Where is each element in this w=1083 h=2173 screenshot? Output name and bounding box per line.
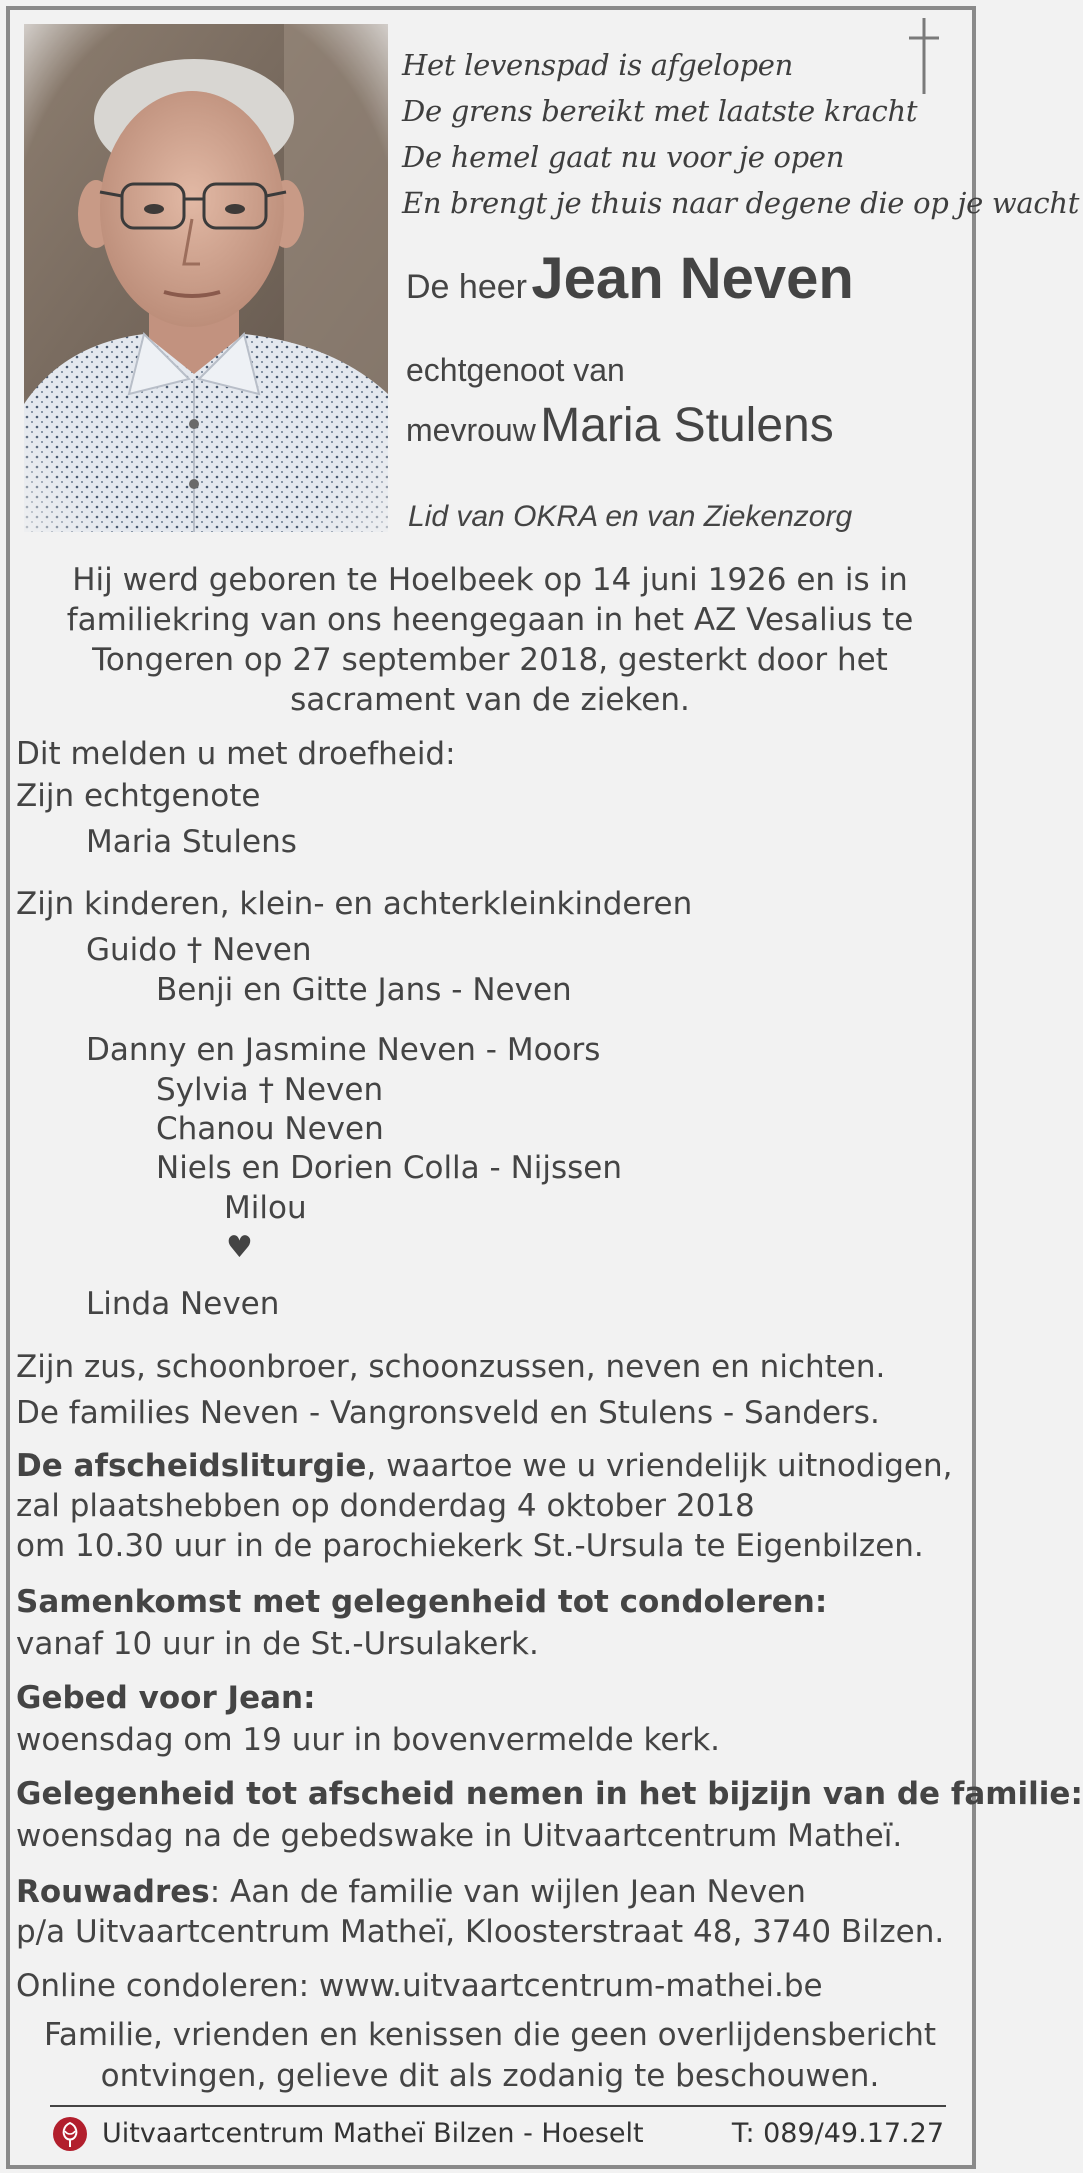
farewell-text: woensdag na de gebedswake in Uitvaartcentrum Matheï.: [16, 1818, 903, 1854]
spouse-label: echtgenoot van: [406, 352, 625, 388]
intro-line: sacrament van de zieken.: [290, 682, 690, 718]
farewell-label: [16, 1776, 1083, 1812]
prayer-label-text: Gebed voor Jean:: [16, 1680, 316, 1716]
funeral-home-phone: T: 089/49.17.27: [731, 2118, 944, 2149]
spouse-name: Maria Stulens: [540, 399, 834, 452]
grandchild-entry: Sylvia † Neven: [156, 1072, 384, 1108]
spouse-name-line: [406, 398, 834, 453]
grandchild-entry: Benji en Gitte Jans - Neven: [156, 972, 572, 1008]
deceased-name: Jean Neven: [531, 246, 854, 311]
intro-line: Tongeren op 27 september 2018, gesterkt door het: [92, 642, 888, 678]
deceased-title: De heer: [406, 268, 527, 306]
prayer-text: woensdag om 19 uur in bovenvermelde kerk.: [16, 1722, 721, 1758]
poem-line: De grens bereikt met laatste kracht: [402, 94, 918, 128]
portrait-photo: [24, 24, 388, 532]
gathering-text: vanaf 10 uur in de St.-Ursulakerk.: [16, 1626, 539, 1662]
address-label: Rouwadres: [16, 1874, 210, 1910]
intro-line: Hij werd geboren te Hoelbeek op 14 juni 1926 en is in: [72, 562, 908, 598]
footer: [52, 2112, 952, 2156]
relatives-line: Zijn zus, schoonbroer, schoonzussen, neven en nichten.: [16, 1349, 886, 1385]
grandchild-entry: Chanou Neven: [156, 1111, 384, 1147]
poem-line: En brengt je thuis naar degene die op je wacht: [402, 186, 1080, 220]
families-line: De families Neven - Vangronsveld en Stulens - Sanders.: [16, 1395, 880, 1431]
child-entry: Guido † Neven: [86, 932, 312, 968]
ceremony-line-1: [16, 1448, 952, 1484]
child-entry: Linda Neven: [86, 1286, 280, 1322]
ceremony-line-3: om 10.30 uur in de parochiekerk St.-Ursula te Eigenbilzen.: [16, 1528, 924, 1564]
footer-divider: [50, 2105, 946, 2107]
ceremony-line-2: zal plaatshebben op donderdag 4 oktober 2018: [16, 1488, 755, 1524]
ceremony-label: De afscheidsliturgie: [16, 1448, 367, 1484]
children-header: Zijn kinderen, klein- en achterkleinkinderen: [16, 886, 693, 922]
farewell-label-text: Gelegenheid tot afscheid nemen in het bijzijn van de familie:: [16, 1776, 1083, 1812]
deceased-name-line: [406, 245, 854, 312]
spouse-title: mevrouw: [406, 412, 536, 448]
address-line-1: [16, 1874, 806, 1910]
spouse-entry: Maria Stulens: [86, 824, 297, 860]
prayer-label: [16, 1680, 316, 1716]
membership: Lid van OKRA en van Ziekenzorg: [408, 500, 853, 533]
spouse-header: Zijn echtgenote: [16, 778, 261, 814]
intro-paragraph: [20, 560, 960, 720]
great-grandchild-entry: Milou: [224, 1190, 307, 1226]
closing-line: ontvingen, gelieve dit als zodanig te beschouwen.: [100, 2058, 880, 2094]
funeral-home-logo-icon: [52, 2116, 88, 2152]
heart-icon: ♥: [226, 1230, 253, 1265]
gathering-label-text: Samenkomst met gelegenheid tot condoleren:: [16, 1584, 828, 1620]
poem-line: De hemel gaat nu voor je open: [402, 140, 845, 174]
address-text: : Aan de familie van wijlen Jean Neven: [209, 1874, 806, 1910]
child-entry: Danny en Jasmine Neven - Moors: [86, 1032, 601, 1068]
gathering-label: [16, 1584, 827, 1620]
announcement: Dit melden u met droefheid:: [16, 736, 456, 772]
address-line-2: p/a Uitvaartcentrum Matheï, Kloosterstraat 48, 3740 Bilzen.: [16, 1914, 945, 1950]
grandchild-entry: Niels en Dorien Colla - Nijssen: [156, 1150, 622, 1186]
intro-line: familiekring van ons heengegaan in het AZ Vesalius te: [66, 602, 914, 638]
online-condolences-link[interactable]: Online condoleren: www.uitvaartcentrum-mathei.be: [16, 1968, 823, 2004]
closing-note: [20, 2015, 960, 2097]
funeral-home-name: Uitvaartcentrum Matheï Bilzen - Hoeselt: [102, 2118, 644, 2149]
closing-line: Familie, vrienden en kenissen die geen overlijdensbericht: [43, 2017, 937, 2053]
ceremony-text: , waartoe we u vriendelijk uitnodigen,: [366, 1448, 953, 1484]
poem-line: Het levenspad is afgelopen: [402, 48, 793, 82]
poem: [402, 42, 1080, 226]
